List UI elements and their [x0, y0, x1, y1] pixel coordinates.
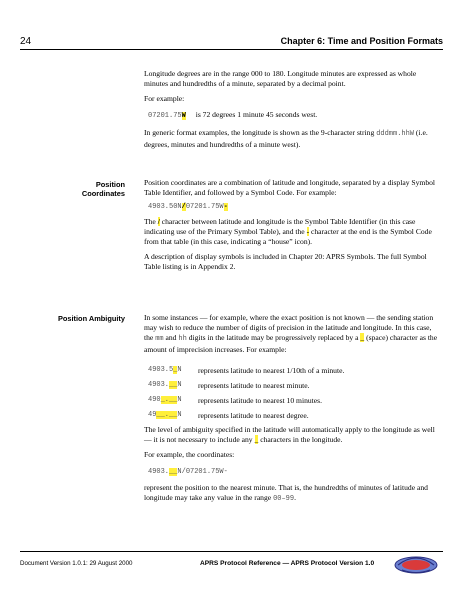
longitude-section	[144, 69, 442, 149]
coordinates-example-label: For example, the coordinates:	[144, 449, 235, 459]
longitude-para: Longitude degrees are in the range 000 to 180. Longitude minutes are expressed as whole minutes and hundredths of a minute, separated by a decimal point.	[144, 69, 417, 88]
ambiguity-para: In some instances — for example, where the exact position is not known — the sending station may wish to reduce the number of digits of precision in the latitude and longitude. In this case, the mm and hh digits in the latitude may be progressively replaced by a _ (space) character as the amount of imprecision increases. For example:	[144, 313, 438, 354]
page-number: 24	[20, 36, 32, 47]
nearest-minute-para: represent the position to the nearest minute. That is, the hundredths of minutes of latitude and longitude may take any value in the range 00–99.	[144, 482, 428, 503]
longitude-example: 07201.75W is 72 degrees 1 minute 45 seconds west.	[148, 109, 318, 120]
position-example: 4903.50N/07201.75W-	[148, 202, 228, 211]
position-coordinates-section	[144, 178, 442, 272]
document-version: Document Version 1.0.1: 29 August 2000	[20, 560, 133, 567]
symbol-table-para: The / character between latitude and longitude is the Symbol Table Identifier (in this case indicating use of the Primary Symbol Table), and the - character at the end is the Symbol Code from that table (in this case, indicating a “house” icon).	[144, 216, 432, 246]
position-coordinates-heading: Position Coordinates	[81, 180, 125, 198]
aprs-logo-icon	[392, 553, 440, 575]
footer-rule	[20, 551, 443, 552]
header-rule	[20, 49, 443, 50]
symbols-reference-para: A description of display symbols is included in Chapter 20: APRS Symbols. The full Symbol Table listing is in Appendix 2.	[144, 252, 427, 272]
position-ambiguity-continued	[144, 425, 442, 504]
footer-title: APRS Protocol Reference — APRS Protocol Version 1.0	[200, 560, 375, 567]
coordinates-example: 4903.__N/07201.75W-	[148, 467, 228, 476]
generic-format-para: In generic format examples, the longitude is shown as the 9-character string dddmm.hhW (i.e. degrees, minutes and hundredths of a minute west).	[144, 127, 428, 149]
ambiguity-longitude-para: The level of ambiguity specified in the latitude will automatically apply to the longitude as well — it is not necessary to include any _ characters in the longitude.	[144, 425, 435, 444]
chapter-title: Chapter 6: Time and Position Formats	[280, 36, 443, 46]
page-header	[20, 36, 443, 50]
for-example-label: For example:	[144, 93, 185, 103]
position-ambiguity-heading: Position Ambiguity	[57, 314, 125, 323]
position-coordinates-para: Position coordinates are a combination of latitude and longitude, separated by a display Symbol Table Identifier, and followed by a Symbol Code. For example:	[144, 178, 436, 197]
position-ambiguity-intro	[144, 313, 442, 355]
